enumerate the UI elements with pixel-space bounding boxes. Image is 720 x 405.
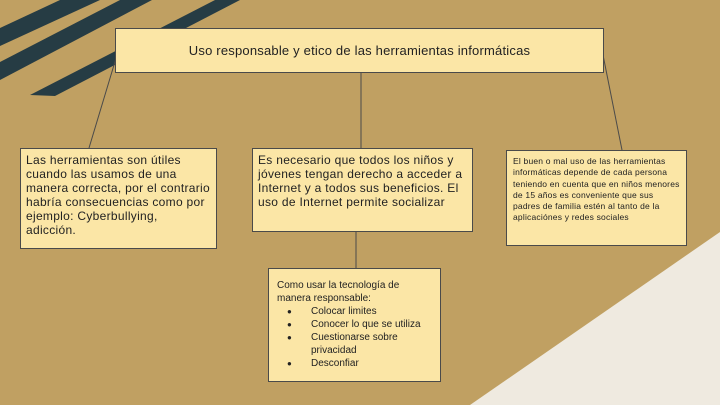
- right-text-box: [506, 150, 687, 246]
- middle-text-box: [252, 148, 473, 232]
- diagram-title: Uso responsable y etico de las herramientas informáticas: [188, 43, 531, 58]
- bullet-list: [277, 305, 434, 370]
- list-item: ● Desconfiar: [311, 357, 434, 370]
- left-text: Las herramientas son útiles cuando las usamos de una manera correcta, por el contrario habría consecuencias como por ejemplo: Cyberbullying, adicción.: [26, 153, 210, 237]
- bottom-intro: Como usar la tecnología de manera responsable:: [277, 280, 400, 304]
- bottom-list-box: [268, 268, 441, 382]
- title-box: [115, 28, 604, 73]
- list-item: ● Colocar limites: [311, 305, 434, 318]
- list-item: ● Cuestionarse sobre privacidad: [311, 331, 434, 357]
- left-text-box: [20, 148, 217, 249]
- connector-right: [603, 55, 622, 150]
- light-stripe: [470, 232, 720, 405]
- list-item: ● Conocer lo que se utiliza: [311, 318, 434, 331]
- right-text: El buen o mal uso de las herramientas informáticas depende de cada persona teniendo en cuenta que en niños menores de 15 años es conveniente que sus padres de familia estén al tanto de la aplicaciónes y redes sociales: [513, 156, 680, 223]
- middle-text: Es necesario que todos los niños y jóvenes tengan derecho a acceder a Internet y a todos sus beneficios. El uso de Internet permite socializar: [258, 153, 463, 209]
